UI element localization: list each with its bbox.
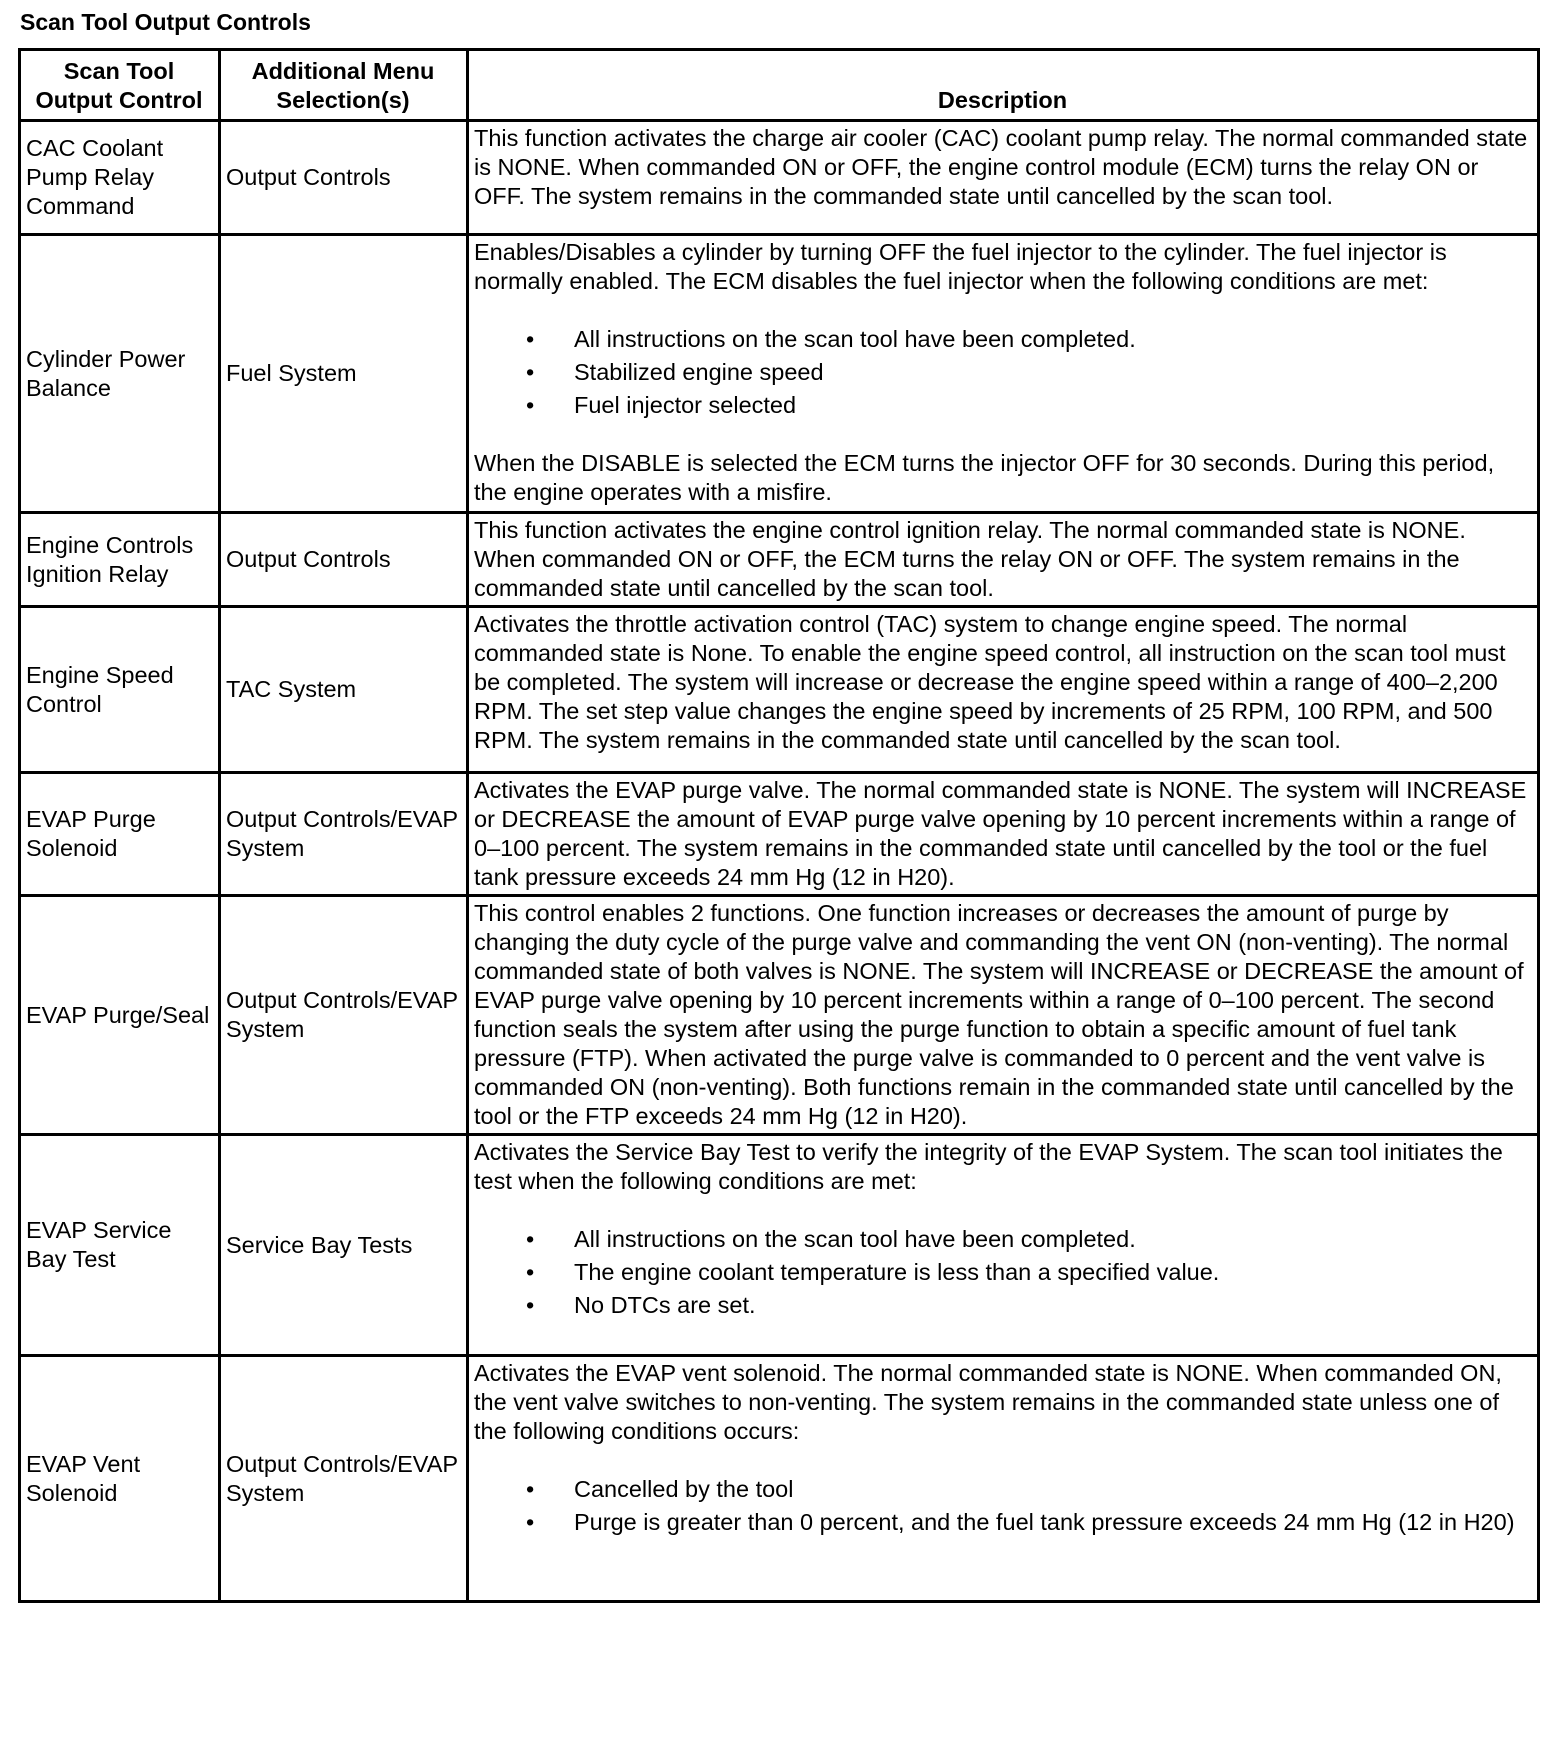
menu-cell: Output Controls/EVAP System bbox=[220, 896, 468, 1135]
control-cell: EVAP Vent Solenoid bbox=[20, 1356, 220, 1602]
header-description: Description bbox=[468, 50, 1539, 121]
control-cell: Engine Controls Ignition Relay bbox=[20, 513, 220, 607]
table-row bbox=[20, 121, 1539, 235]
list-item: • No DTCs are set. bbox=[474, 1289, 1531, 1322]
menu-cell: Output Controls bbox=[220, 513, 468, 607]
description-text: This control enables 2 functions. One function increases or decreases the amount of purge by changing the duty cycle of the purge valve and commanding the vent ON (non-venting). The normal commanded state of both valves is NONE. The system will INCREASE or DECREASE the amount of EVAP purge valve opening by 10 percent increments within a range of 0–100 percent. The second function seals the system after using the purge function to obtain a specific amount of fuel tank pressure (FTP). When activated the purge valve is commanded to 0 percent and the vent valve is commanded ON (non-venting). Both functions remain in the commanded state until cancelled by the tool or the FTP exceeds 24 mm Hg (12 in H20). bbox=[474, 900, 1524, 1129]
table-row bbox=[20, 235, 1539, 513]
table-row bbox=[20, 513, 1539, 607]
header-row bbox=[20, 50, 1539, 121]
description-cell bbox=[468, 121, 1539, 235]
table-row bbox=[20, 896, 1539, 1135]
table-row bbox=[20, 1356, 1539, 1602]
header-scan-tool-output-control: Scan Tool Output Control bbox=[20, 50, 220, 121]
description-text: This function activates the engine control ignition relay. The normal commanded state is NONE. When commanded ON or OFF, the ECM turns the relay ON or OFF. The system remains in the commanded state until cancelled by the scan tool. bbox=[474, 517, 1466, 601]
description-text: Activates the EVAP purge valve. The normal commanded state is NONE. The system will INCREASE or DECREASE the amount of EVAP purge valve opening by 10 percent increments within a range of 0–100 percent. The system remains in the commanded state until cancelled by the tool or the fuel tank pressure exceeds 24 mm Hg (12 in H20). bbox=[474, 777, 1527, 890]
description-note: When the DISABLE is selected the ECM turns the injector OFF for 30 seconds. During this period, the engine operates with a misfire. bbox=[474, 450, 1495, 505]
description-cell bbox=[468, 773, 1539, 896]
menu-cell: Fuel System bbox=[220, 235, 468, 513]
list-item: • Purge is greater than 0 percent, and the fuel tank pressure exceeds 24 mm Hg (12 in H20) bbox=[474, 1506, 1531, 1539]
control-cell: EVAP Purge Solenoid bbox=[20, 773, 220, 896]
menu-cell: Output Controls bbox=[220, 121, 468, 235]
list-item: • Cancelled by the tool bbox=[474, 1473, 1531, 1506]
header-additional-menu-selections: Additional Menu Selection(s) bbox=[220, 50, 468, 121]
description-text: Activates the EVAP vent solenoid. The normal commanded state is NONE. When commanded ON, the vent valve switches to non-venting. The system remains in the commanded state unless one of the following conditions occurs: bbox=[474, 1360, 1502, 1444]
description-cell bbox=[468, 896, 1539, 1135]
list-item: • All instructions on the scan tool have been completed. bbox=[474, 323, 1531, 356]
menu-cell: Service Bay Tests bbox=[220, 1135, 468, 1356]
output-controls-table bbox=[18, 48, 1540, 1603]
condition-list bbox=[474, 1223, 1531, 1322]
condition-list bbox=[474, 323, 1531, 422]
description-cell bbox=[468, 1356, 1539, 1602]
page-title: Scan Tool Output Controls bbox=[20, 9, 311, 35]
list-item: • All instructions on the scan tool have been completed. bbox=[474, 1223, 1531, 1256]
description-text: Activates the throttle activation control (TAC) system to change engine speed. The normal commanded state is None. To enable the engine speed control, all instruction on the scan tool must be completed. The system will increase or decrease the engine speed within a range of 400–2,200 RPM. The set step value changes the engine speed by increments of 25 RPM, 100 RPM, and 500 RPM. The system remains in the commanded state until cancelled by the scan tool. bbox=[474, 611, 1506, 753]
control-cell: CAC Coolant Pump Relay Command bbox=[20, 121, 220, 235]
menu-cell: Output Controls/EVAP System bbox=[220, 773, 468, 896]
description-text: Enables/Disables a cylinder by turning OFF the fuel injector to the cylinder. The fuel injector is normally enabled. The ECM disables the fuel injector when the following conditions are met: bbox=[474, 239, 1447, 294]
description-text: Activates the Service Bay Test to verify the integrity of the EVAP System. The scan tool initiates the test when the following conditions are met: bbox=[474, 1139, 1503, 1194]
description-cell bbox=[468, 513, 1539, 607]
control-cell: Engine Speed Control bbox=[20, 607, 220, 773]
list-item: • Fuel injector selected bbox=[474, 389, 1531, 422]
menu-cell: Output Controls/EVAP System bbox=[220, 1356, 468, 1602]
menu-cell: TAC System bbox=[220, 607, 468, 773]
condition-list bbox=[474, 1473, 1531, 1539]
table-row bbox=[20, 1135, 1539, 1356]
description-cell bbox=[468, 607, 1539, 773]
description-cell bbox=[468, 1135, 1539, 1356]
table-row bbox=[20, 607, 1539, 773]
control-cell: EVAP Purge/Seal bbox=[20, 896, 220, 1135]
description-text: This function activates the charge air cooler (CAC) coolant pump relay. The normal commanded state is NONE. When commanded ON or OFF, the engine control module (ECM) turns the relay ON or OFF. The system remains in the commanded state until cancelled by the scan tool. bbox=[474, 125, 1528, 209]
description-cell bbox=[468, 235, 1539, 513]
control-cell: EVAP Service Bay Test bbox=[20, 1135, 220, 1356]
list-item: • The engine coolant temperature is less than a specified value. bbox=[474, 1256, 1531, 1289]
table-row bbox=[20, 773, 1539, 896]
list-item: • Stabilized engine speed bbox=[474, 356, 1531, 389]
control-cell: Cylinder Power Balance bbox=[20, 235, 220, 513]
